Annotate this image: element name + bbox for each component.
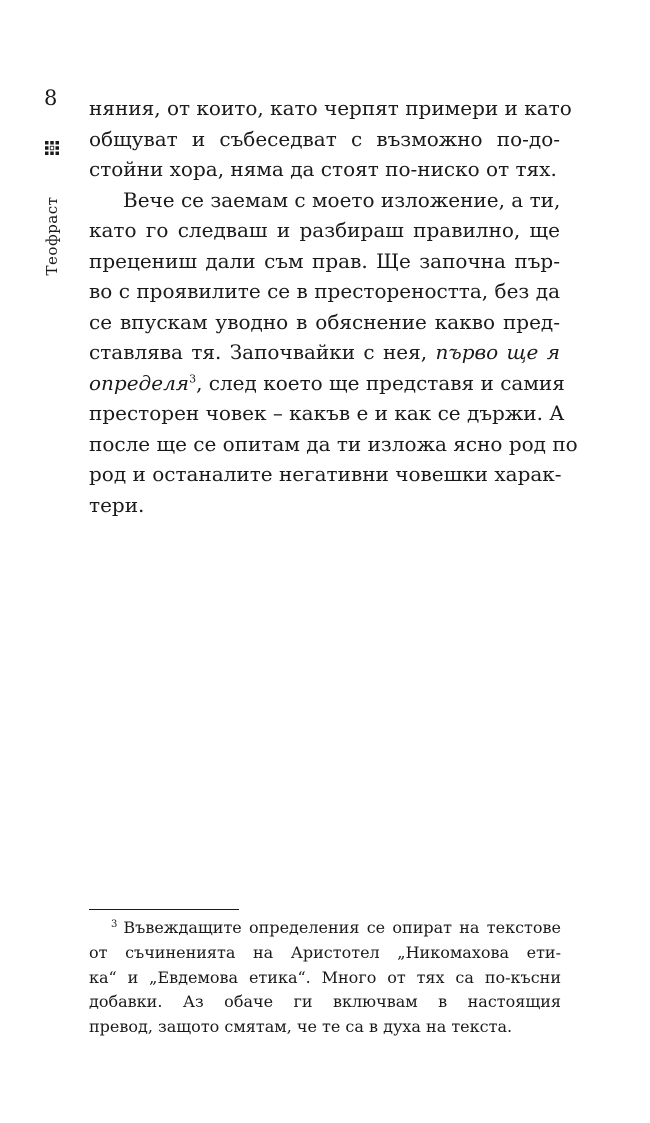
body-line: престорен човек – какъв е и как се държи. А — [89, 401, 565, 425]
body-line: тери. — [89, 492, 145, 517]
body-line: стойни хора, няма да стоят по-ниско от тях. — [89, 157, 557, 181]
body-line: после ще се опитам да ти изложа ясно род по — [89, 431, 578, 456]
footnote-line — [89, 916, 561, 941]
body-line: като го следваш и разбираш правилно, ще — [89, 218, 560, 242]
body-text — [89, 93, 578, 520]
page-number: 8 — [44, 86, 58, 110]
grid-ornament-icon — [45, 141, 59, 155]
body-line: няния, от които, като черпят примери и като — [89, 96, 572, 120]
body-line — [89, 368, 565, 399]
body-line: общуват и събеседват с възможно по-до- — [89, 126, 560, 151]
footnote-text-run: Въвеждащите определения се опират на текстове — [123, 918, 561, 937]
footnote-line: превод, защото смятам, че те са в духа на текста. — [89, 1017, 513, 1037]
italic-phrase: първо ще я — [435, 340, 561, 364]
body-line: се впускам уводно в обяснение какво пред- — [89, 309, 560, 334]
italic-phrase: определя — [89, 370, 190, 395]
body-line: прецениш дали съм прав. Ще започна пър- — [89, 248, 560, 273]
body-line: Вече се заемам с моето изложение, а ти, — [123, 187, 561, 212]
body-line: род и останалите негативни човешки харак- — [89, 462, 562, 486]
footnote-marker: 3 — [111, 918, 118, 930]
body-text-run: ставлява тя. Започвайки с нея, — [89, 340, 428, 364]
body-text-run: , след което ще представя и самия — [196, 370, 565, 395]
footnote-divider — [89, 909, 239, 910]
footnote-line: от съчиненията на Аристотел „Никомахова ети- — [89, 942, 561, 962]
running-title: Теофраст — [43, 196, 61, 276]
footnote-reference[interactable]: 3 — [189, 371, 197, 385]
footnote — [89, 916, 561, 1040]
body-line: во с проявилите се в престореността, без да — [89, 279, 560, 303]
footnote-line: ка“ и „Евдемова етика“. Много от тях са по-късни — [89, 967, 561, 987]
footnote-line: добавки. Аз обаче ги включвам в настоящия — [89, 992, 561, 1012]
body-line — [89, 337, 560, 368]
